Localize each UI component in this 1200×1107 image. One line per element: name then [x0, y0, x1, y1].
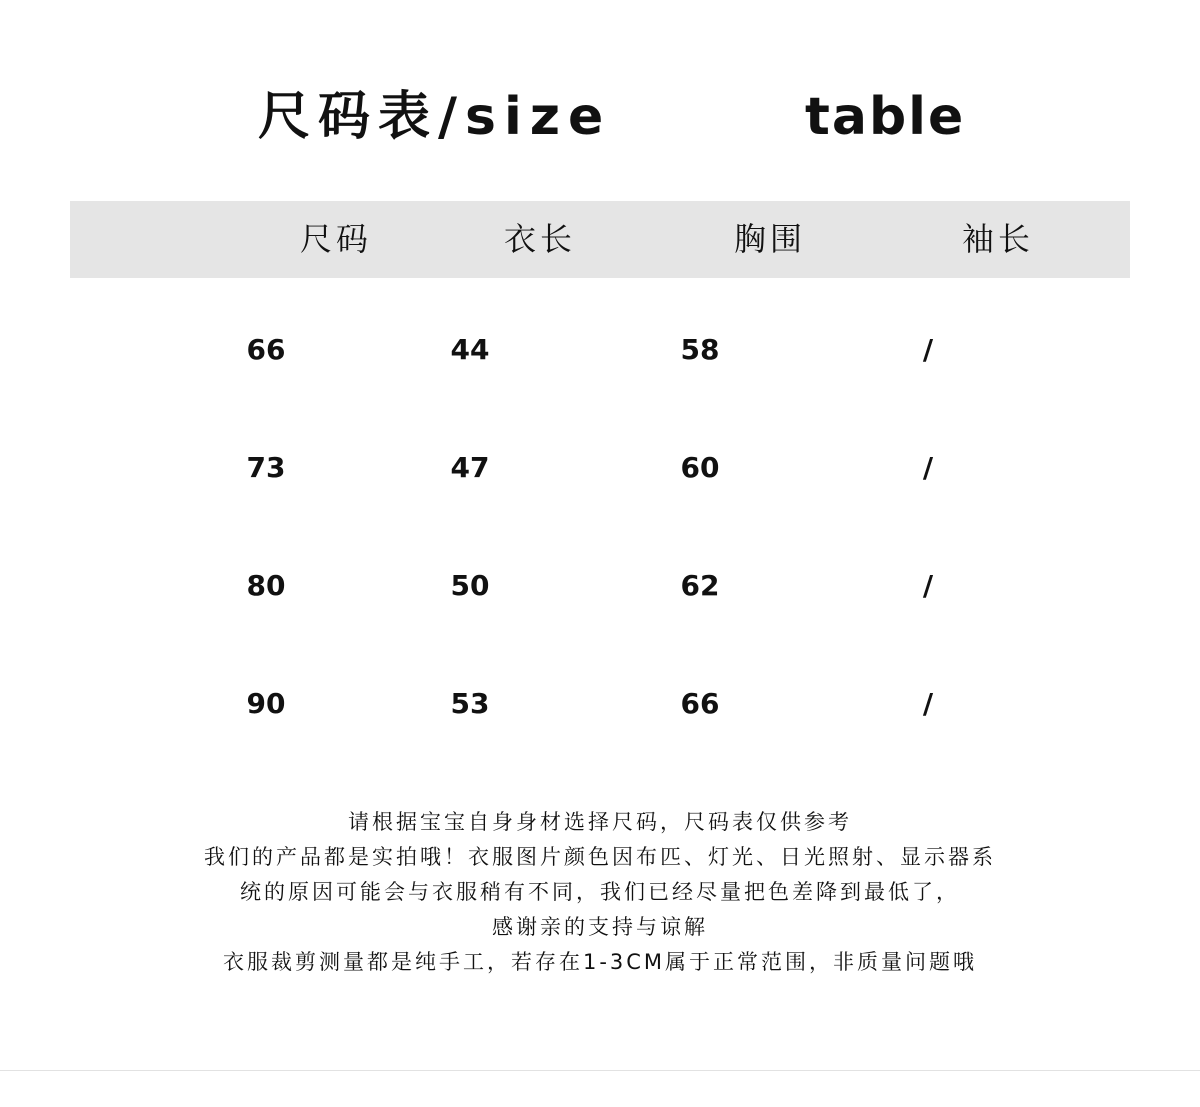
note-line: 我们的产品都是实拍哦！衣服图片颜色因布匹、灯光、日光照射、显示器系	[204, 845, 996, 869]
title-text-left: 尺码表/size	[258, 87, 612, 147]
cell-length: 44	[450, 333, 490, 366]
cell-chest: 66	[680, 687, 720, 720]
size-table-header	[70, 201, 1130, 278]
table-row	[0, 556, 1200, 616]
cell-sleeve: /	[922, 451, 934, 484]
note-line: 统的原因可能会与衣服稍有不同，我们已经尽量把色差降到最低了，	[240, 880, 960, 904]
note-line: 感谢亲的支持与谅解	[492, 915, 708, 939]
note-line: 请根据宝宝自身身材选择尺码，尺码表仅供参考	[348, 810, 852, 834]
cell-sleeve: /	[922, 687, 934, 720]
cell-sleeve: /	[922, 333, 934, 366]
cell-length: 50	[450, 569, 490, 602]
cell-chest: 58	[680, 333, 720, 366]
cell-length: 53	[450, 687, 490, 720]
title-text-right: table	[805, 87, 966, 147]
size-notes	[0, 805, 1200, 980]
cell-chest: 60	[680, 451, 720, 484]
header-length: 衣长	[503, 220, 576, 258]
table-row	[0, 674, 1200, 734]
cell-size: 73	[246, 451, 286, 484]
cell-size: 66	[246, 333, 286, 366]
cell-size: 80	[246, 569, 286, 602]
cell-sleeve: /	[922, 569, 934, 602]
bottom-divider	[0, 1070, 1200, 1071]
cell-size: 90	[246, 687, 286, 720]
header-size: 尺码	[299, 220, 372, 258]
header-chest: 胸围	[733, 220, 806, 258]
page-title	[0, 82, 1200, 152]
cell-length: 47	[450, 451, 490, 484]
table-row	[0, 438, 1200, 498]
header-sleeve: 袖长	[961, 220, 1034, 258]
cell-chest: 62	[680, 569, 720, 602]
note-line: 衣服裁剪测量都是纯手工，若存在1-3CM属于正常范围，非质量问题哦	[222, 950, 978, 974]
table-row	[0, 320, 1200, 380]
